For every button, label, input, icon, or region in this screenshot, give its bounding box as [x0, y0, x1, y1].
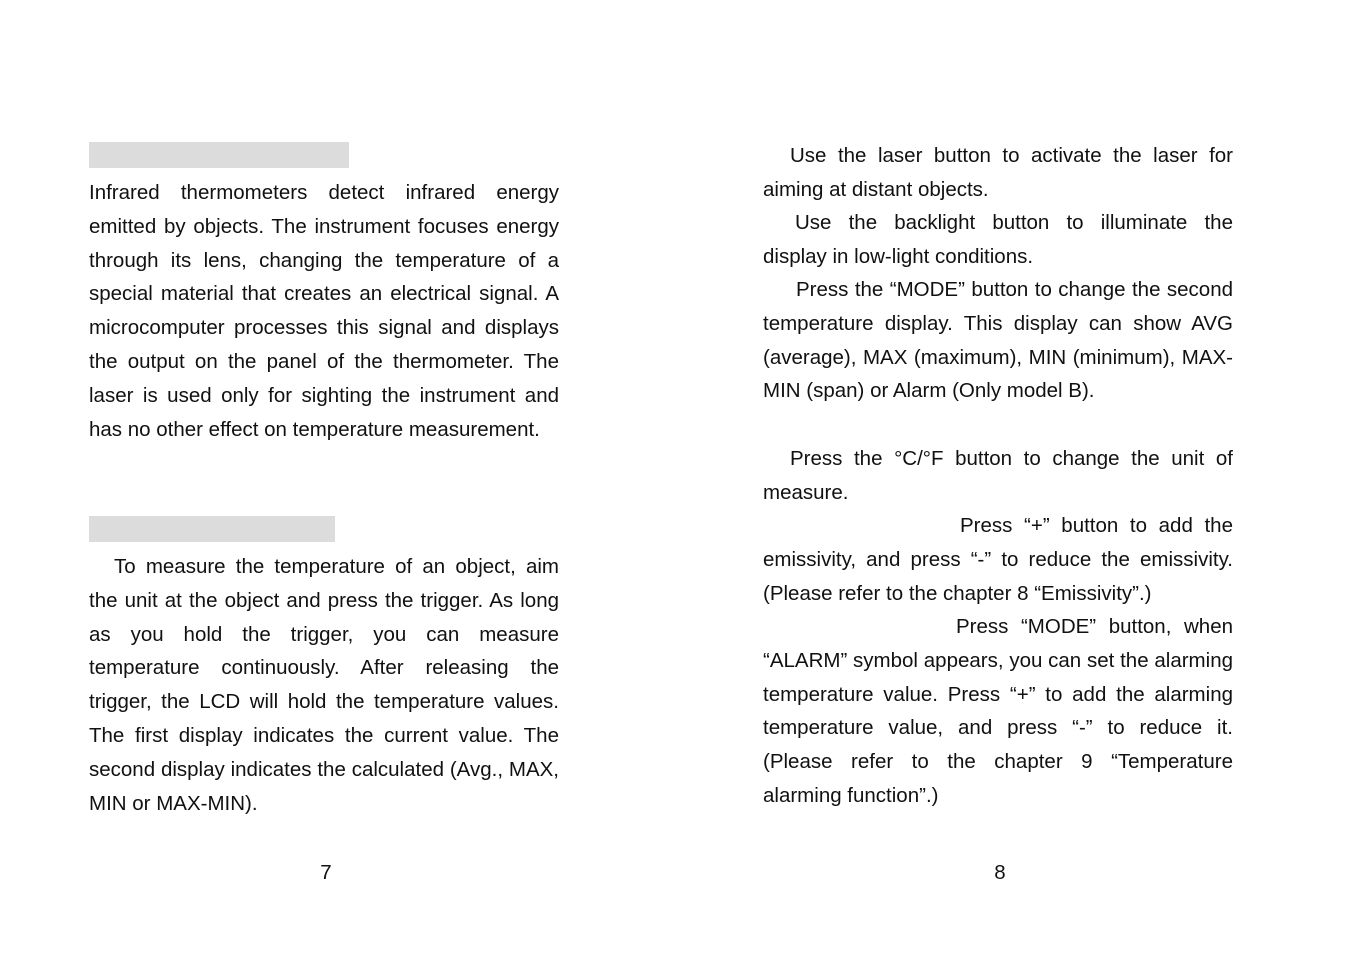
section-heading-placeholder: [89, 516, 335, 542]
paragraph-infrared-principle: Infrared thermometers detect infrared energy emitted by objects. The instrument focuses energy through its lens, changing the temperature of a special material that creates an electrical signal. A microcomputer processes this signal and displays the output on the panel of the thermometer. The laser is used only for sighting the instrument and has no other effect on temperature measurement.: [89, 181, 559, 441]
page-number: 8: [994, 861, 1006, 884]
paragraph-emissivity-adjust: Press “+” button to add the emissivity, and press “-” to reduce the emissivity. (Please refer to the chapter 8 “Emissivity”.): [763, 514, 1233, 605]
paragraph-unit-button: Press the °C/°F button to change the unit of measure.: [763, 447, 1233, 504]
paragraph-measurement-operation: To measure the temperature of an object, aim the unit at the object and press the trigger. As long as you hold the trigger, you can measure temperature continuously. After releasing the trigger, the LCD will hold the temperature values. The first display indicates the current value. The second display indicates the calculated (Avg., MAX, MIN or MAX-MIN).: [89, 555, 559, 815]
section-heading-placeholder: [89, 142, 349, 168]
page-number: 7: [320, 861, 332, 884]
paragraph-mode-button: Press the “MODE” button to change the second temperature display. This display can show AVG (average), MAX (maximum), MIN (minimum), MAX-MIN (span) or Alarm (Only model B).: [763, 278, 1233, 403]
right-page: [763, 0, 1233, 954]
paragraph-backlight-button: Use the backlight button to illuminate the display in low-light conditions.: [763, 211, 1233, 268]
paragraph-alarm-setting: Press “MODE” button, when “ALARM” symbol appears, you can set the alarming temperature value. Press “+” to add the alarming temperature value, and press “-” to reduce it. (Please refer to the chapter 9 “Temperature alarming function”.): [763, 615, 1233, 807]
left-page: [89, 0, 559, 954]
paragraph-laser-button: Use the laser button to activate the laser for aiming at distant objects.: [763, 144, 1233, 201]
